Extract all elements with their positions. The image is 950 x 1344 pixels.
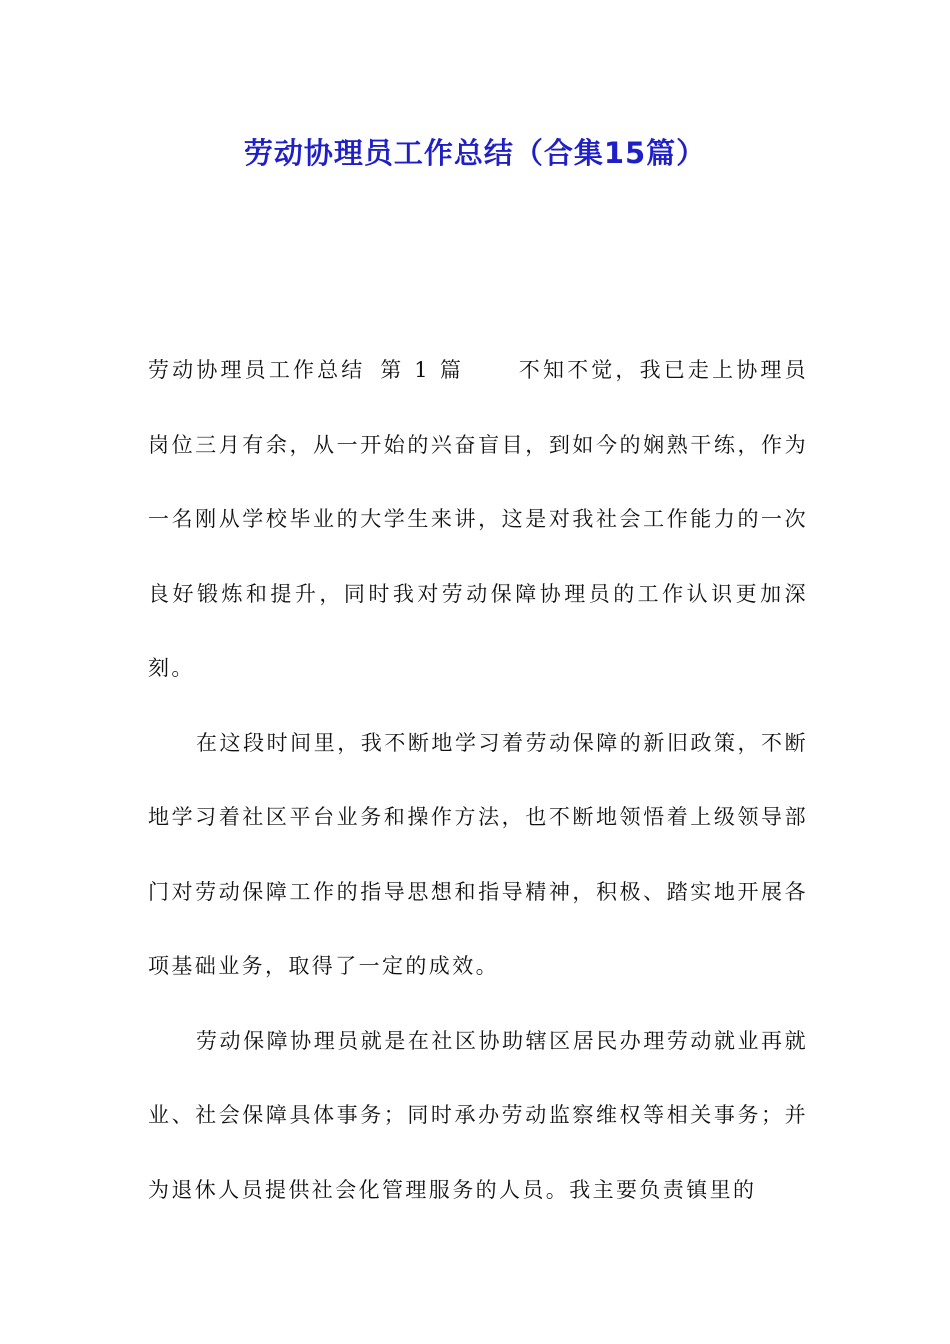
document-body bbox=[148, 333, 808, 1227]
paragraph-1 bbox=[148, 333, 808, 706]
paragraph-3: 劳动保障协理员就是在社区协助辖区居民办理劳动就业再就业、社会保障具体事务；同时承办劳动监察维权等相关事务；并为退休人员提供社会化管理服务的人员。我主要负责镇里的 bbox=[148, 1028, 808, 1202]
paragraph-2: 在这段时间里，我不断地学习着劳动保障的新旧政策，不断地学习着社区平台业务和操作方法，也不断地领悟着上级领导部门对劳动保障工作的指导思想和指导精神，积极、踏实地开展各项基础业务，取得了一定的成效。 bbox=[148, 730, 808, 978]
section-number: 第 1 篇 bbox=[379, 358, 465, 382]
paragraph-1-text: 不知不觉，我已走上协理员岗位三月有余，从一开始的兴奋盲目，到如今的娴熟干练，作为一名刚从学校毕业的大学生来讲，这是对我社会工作能力的一次良好锻炼和提升，同时我对劳动保障协理员的工作认识更加深刻。 bbox=[148, 358, 808, 680]
document-title: 劳动协理员工作总结（合集15篇） bbox=[243, 136, 707, 170]
section-heading: 劳动协理员工作总结 bbox=[148, 358, 366, 382]
